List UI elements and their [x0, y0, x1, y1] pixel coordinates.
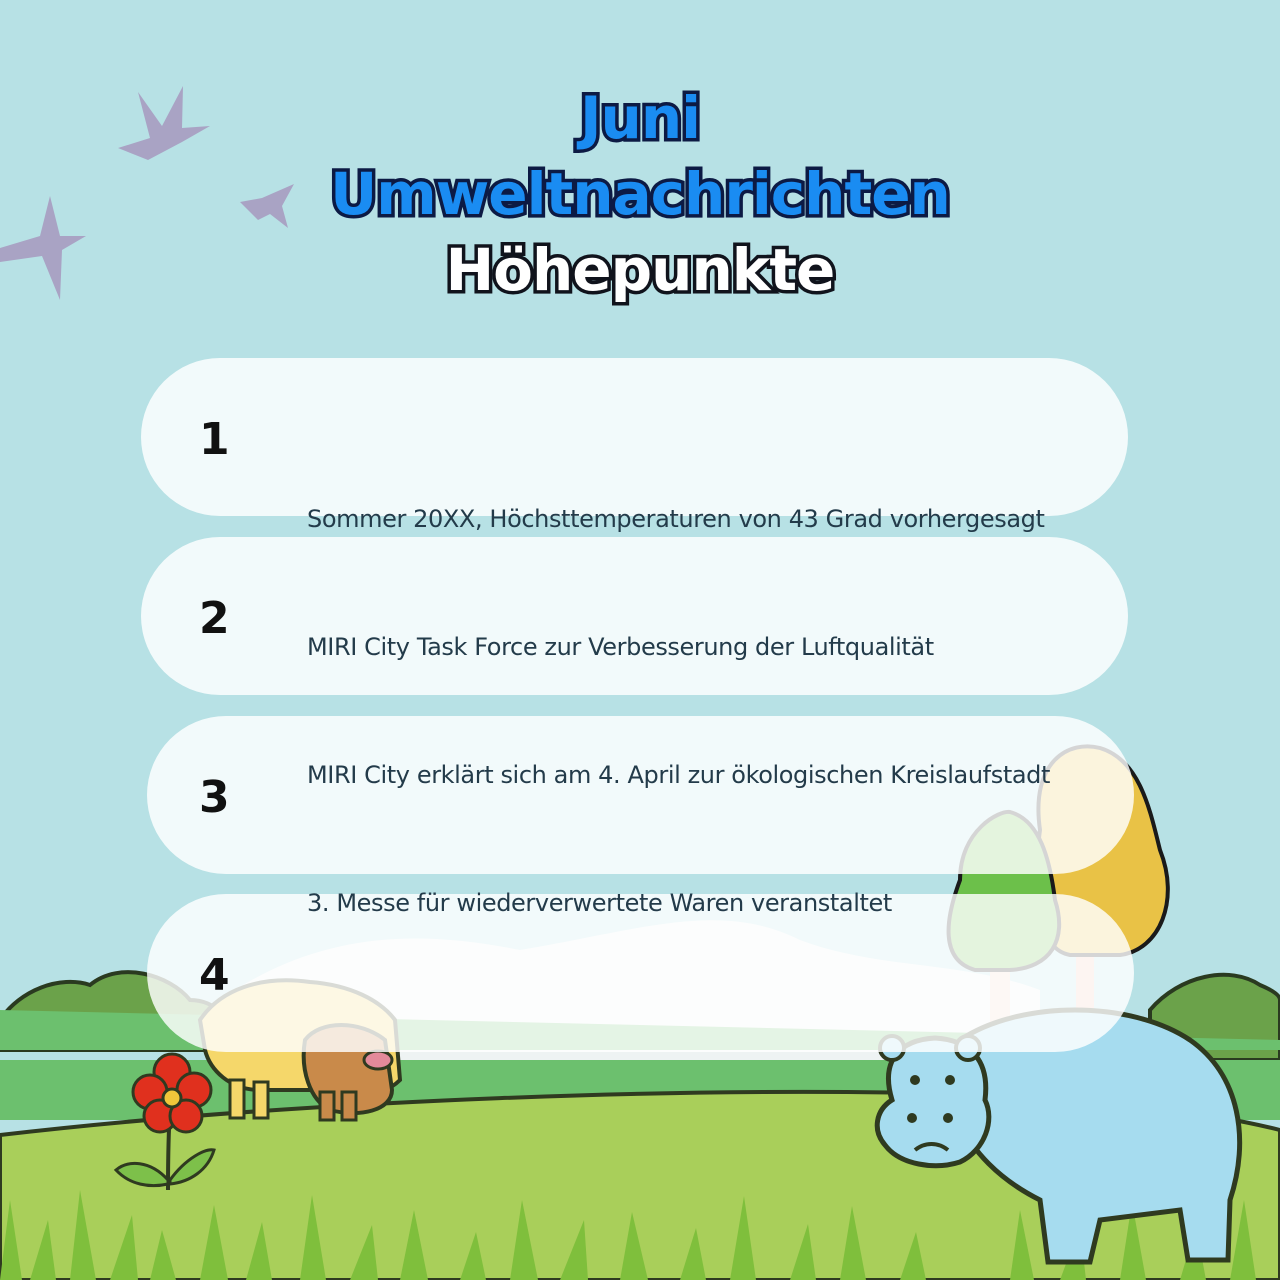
list-item [141, 537, 1128, 695]
list-item [147, 894, 1134, 1052]
title-line-subtitle: Höhepunkte [445, 236, 835, 304]
item-text: MIRI City erklärt sich am 4. April zur ökologischen Kreislaufstadt [307, 761, 1050, 789]
item-number: 1 [199, 414, 230, 465]
item-number: 4 [199, 950, 230, 1001]
item-text: Sommer 20XX, Höchsttemperaturen von 43 Grad vorhergesagt [307, 505, 1045, 533]
item-text: 3. Messe für wiederverwertete Waren veranstaltet [307, 889, 892, 917]
title-line-topic: Umweltnachrichten [330, 160, 950, 228]
list-item [147, 716, 1134, 874]
item-number: 3 [199, 772, 230, 823]
title-line-month: Juni [579, 84, 701, 152]
item-number: 2 [199, 593, 230, 644]
item-text: MIRI City Task Force zur Verbesserung der Luftqualität [307, 633, 934, 661]
list-item [141, 358, 1128, 516]
